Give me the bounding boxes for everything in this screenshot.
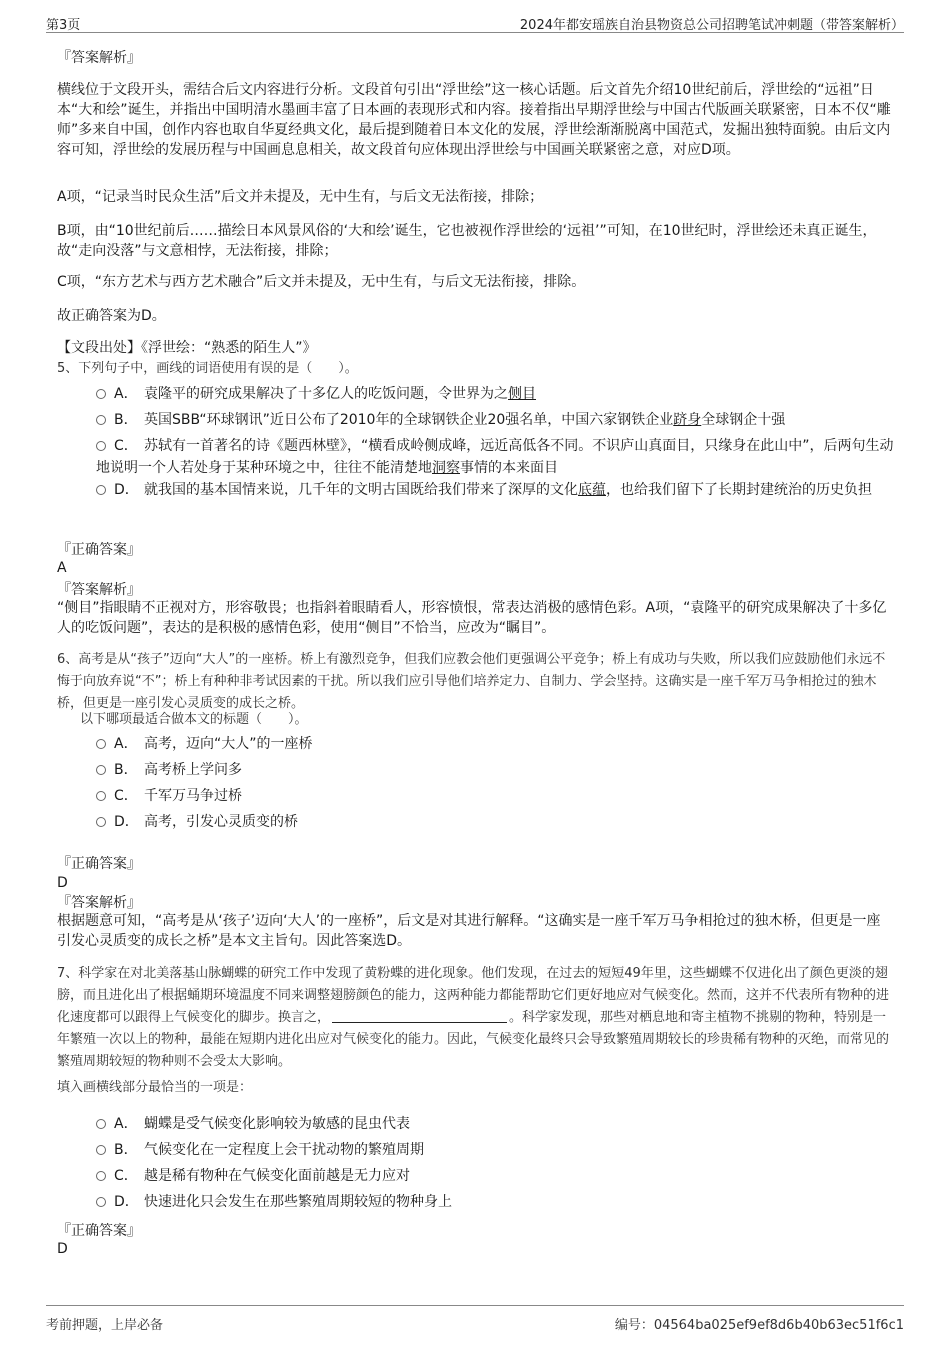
- option-text: 高考，迈向“大人”的一座桥: [144, 736, 313, 752]
- page-header: [46, 12, 904, 33]
- option-label: C．: [114, 438, 138, 454]
- option-label: B．: [114, 412, 138, 428]
- q5-correct-answer: A: [57, 560, 67, 576]
- q7-option-b[interactable]: [96, 1139, 896, 1161]
- radio-icon[interactable]: [96, 1119, 106, 1129]
- source-title: 《浮世绘：“熟悉的陌生人”》: [141, 340, 317, 356]
- q7-correct-label: 『正确答案』: [57, 1223, 141, 1239]
- radio-icon[interactable]: [96, 1197, 106, 1207]
- radio-icon[interactable]: [96, 441, 106, 451]
- q5-analysis: “侧目”指眼睛不正视对方，形容敬畏；也指斜着眼睛看人，形容愤恨，常表达消极的感情色彩。A项，“袁隆平的研究成果解决了十多亿人的吃饭问题”，表达的是积极的感情色彩，使用“侧目”不恰当，应改为“瞩目”。: [57, 600, 887, 636]
- option-label: A．: [114, 1116, 138, 1132]
- underlined-word: 跻身: [673, 412, 702, 428]
- q6-option-a[interactable]: [96, 733, 896, 755]
- option-label: B．: [114, 762, 138, 778]
- q4-analysis-option-a: A项，“记录当时民众生活”后文并未提及，无中生有，与后文无法衔接，排除；: [57, 189, 544, 205]
- option-label: D．: [114, 1194, 139, 1210]
- radio-icon[interactable]: [96, 1145, 106, 1155]
- option-label: A．: [114, 736, 138, 752]
- option-label: C．: [114, 788, 138, 804]
- q7-correct-answer: D: [57, 1241, 68, 1257]
- radio-icon[interactable]: [96, 817, 106, 827]
- option-label: B．: [114, 1142, 138, 1158]
- q6-question: 以下哪项最适合做本文的标题（ ）。: [80, 712, 308, 727]
- option-label: D．: [114, 814, 139, 830]
- underlined-word: 底蕴: [578, 482, 606, 498]
- source-label: 【文段出处】: [57, 340, 141, 356]
- q6-correct-label: 『正确答案』: [57, 856, 141, 872]
- document-code: [615, 1314, 904, 1333]
- option-label: D．: [114, 482, 139, 498]
- q7-option-a[interactable]: [96, 1113, 896, 1135]
- q7-option-d[interactable]: [96, 1191, 896, 1213]
- code-label: 编号：: [614, 1318, 654, 1333]
- q4-source: [57, 338, 891, 358]
- document-title: 2024年都安瑶族自治县物资总公司招聘笔试冲刺题（带答案解析）: [519, 18, 904, 33]
- q7-stem: [57, 963, 897, 1073]
- radio-icon[interactable]: [96, 485, 106, 495]
- q4-analysis-label: 『答案解析』: [57, 50, 141, 66]
- radio-icon[interactable]: [96, 739, 106, 749]
- q5-option-d[interactable]: [96, 479, 896, 501]
- underlined-word: 侧目: [508, 386, 536, 402]
- q4-conclusion: 故正确答案为D。: [57, 308, 166, 324]
- underlined-word: 洞察: [432, 460, 460, 476]
- q5-correct-label: 『正确答案』: [57, 542, 141, 558]
- page-number: 第3页: [46, 18, 81, 33]
- q5-option-a[interactable]: [96, 383, 896, 405]
- option-text: 气候变化在一定程度上会干扰动物的繁殖周期: [144, 1142, 424, 1158]
- q7-stem-before: 7、科学家在对北美落基山脉蝴蝶的研究工作中发现了黄粉蝶的进化现象。他们发现，在过去的短短49年里，这些蝴蝶不仅进化出了颜色更淡的翅膀，而且进化出了根据蛹期环境温度不同来调整翅膀颜色的能力，这两种能力都能帮助它们更好地应对气候变化。然而，这并不代表所有物种的进化速度都可以跟得上气候变化的脚步。换言之，: [57, 966, 890, 1025]
- q4-analysis-option-c: C项，“东方艺术与西方艺术融合”后文并未提及，无中生有，与后文无法衔接，排除。: [57, 274, 586, 290]
- q7-stem-after: 。科学家发现，那些对栖息地和寄主植物不挑剔的物种，特别是一年繁殖一次以上的物种，最能在短期内进化出应对气候变化的能力。因此，气候变化最终只会导致繁殖周期较长的珍贵稀有物种的灭绝，而常见的繁殖周期较短的物种则不会受太大影响。: [57, 1010, 890, 1069]
- q4-analysis-option-b: B项，由“10世纪前后……描绘日本风景风俗的‘大和绘’诞生，它也被视作浮世绘的‘远祖’”可知，在10世纪时，浮世绘还未真正诞生，故“走向没落”与文意相悖，无法衔接，排除；: [57, 223, 877, 259]
- q7-question: 填入画横线部分最恰当的一项是：: [57, 1080, 253, 1095]
- code-value: 04564ba025ef9ef8d6b40b63ec51f6c1: [653, 1318, 904, 1333]
- option-text-tail: 全球钢企十强: [701, 412, 786, 428]
- q5-stem: 5、下列句子中，画线的词语使用有误的是（ ）。: [57, 361, 358, 376]
- option-label: C．: [114, 1168, 138, 1184]
- radio-icon[interactable]: [96, 791, 106, 801]
- radio-icon[interactable]: [96, 765, 106, 775]
- fill-blank-line: [332, 1008, 507, 1023]
- q5-analysis-label: 『答案解析』: [57, 582, 141, 598]
- q5-option-b[interactable]: [96, 409, 896, 431]
- q6-stem: 6、高考是从“孩子”迈向“大人”的一座桥。桥上有激烈竞争，但我们应教会他们更强调公平竞争；桥上有成功与失败，所以我们应鼓励他们永远不悔于向放弃说“不”；桥上有种种非考试因素的干扰。所以我们应引导他们培养定力、自制力、学会坚持。这确实是一座千军万马争相抢过的独木桥，但更是一座引发心灵质变的成长之桥。: [57, 652, 886, 711]
- option-text-tail: ，也给我们留下了长期封建统治的历史负担: [606, 482, 872, 498]
- footer-slogan: 考前押题，上岸必备: [46, 1318, 164, 1333]
- q6-correct-answer: D: [57, 875, 68, 891]
- q6-option-b[interactable]: [96, 759, 896, 781]
- option-text: 苏轼有一首著名的诗《题西林壁》，“横看成岭侧成峰，远近高低各不同。不识庐山真面目，只缘身在此山中”，后两句生动地说明一个人若处身于某种环境之中，往往不能清楚地: [96, 438, 894, 476]
- option-text: 袁隆平的研究成果解决了十多亿人的吃饭问题，令世界为之: [144, 386, 508, 402]
- option-text: 高考桥上学问多: [144, 762, 242, 778]
- q6-analysis: 根据题意可知，“高考是从‘孩子’迈向‘大人’的一座桥”，后文是对其进行解释。“这确实是一座千军万马争相抢过的独木桥，但更是一座引发心灵质变的成长之桥”是本文主旨句。因此答案选D。: [57, 913, 881, 949]
- page-footer: [46, 1305, 904, 1333]
- option-text: 高考，引发心灵质变的桥: [144, 814, 298, 830]
- q6-option-c[interactable]: [96, 785, 896, 807]
- radio-icon[interactable]: [96, 415, 106, 425]
- q6-analysis-label: 『答案解析』: [57, 895, 141, 911]
- option-text: 就我国的基本国情来说，几千年的文明古国既给我们带来了深厚的文化: [144, 482, 578, 498]
- option-text: 快速进化只会发生在那些繁殖周期较短的物种身上: [144, 1194, 452, 1210]
- option-text: 千军万马争过桥: [144, 788, 242, 804]
- radio-icon[interactable]: [96, 389, 106, 399]
- q7-option-c[interactable]: [96, 1165, 896, 1187]
- radio-icon[interactable]: [96, 1171, 106, 1181]
- q6-option-d[interactable]: [96, 811, 896, 833]
- q5-option-c[interactable]: [96, 435, 896, 479]
- option-text: 蝴蝶是受气候变化影响较为敏感的昆虫代表: [144, 1116, 410, 1132]
- option-text: 英国SBB“环球钢讯”近日公布了2010年的全球钢铁企业20强名单，中国六家钢铁企业: [144, 412, 674, 428]
- option-text: 越是稀有物种在气候变化面前越是无力应对: [144, 1168, 410, 1184]
- option-label: A．: [114, 386, 138, 402]
- option-text-tail: 事情的本来面目: [460, 460, 558, 476]
- q4-analysis-paragraph: 横线位于文段开头，需结合后文内容进行分析。文段首句引出“浮世绘”这一核心话题。后文首先介绍10世纪前后，浮世绘的“远祖”日本“大和绘”诞生，并指出中国明清水墨画丰富了日本画的表现形式和内容。接着指出早期浮世绘与中国古代版画关联紧密，日本不仅“雕师”多来自中国，创作内容也取自华夏经典文化，最后提到随着日本文化的发展，浮世绘渐渐脱离中国范式，发掘出独特面貌。由后文内容可知，浮世绘的发展历程与中国画息息相关，故文段首句应体现出浮世绘与中国画关联紧密之意，对应D项。: [57, 82, 891, 158]
